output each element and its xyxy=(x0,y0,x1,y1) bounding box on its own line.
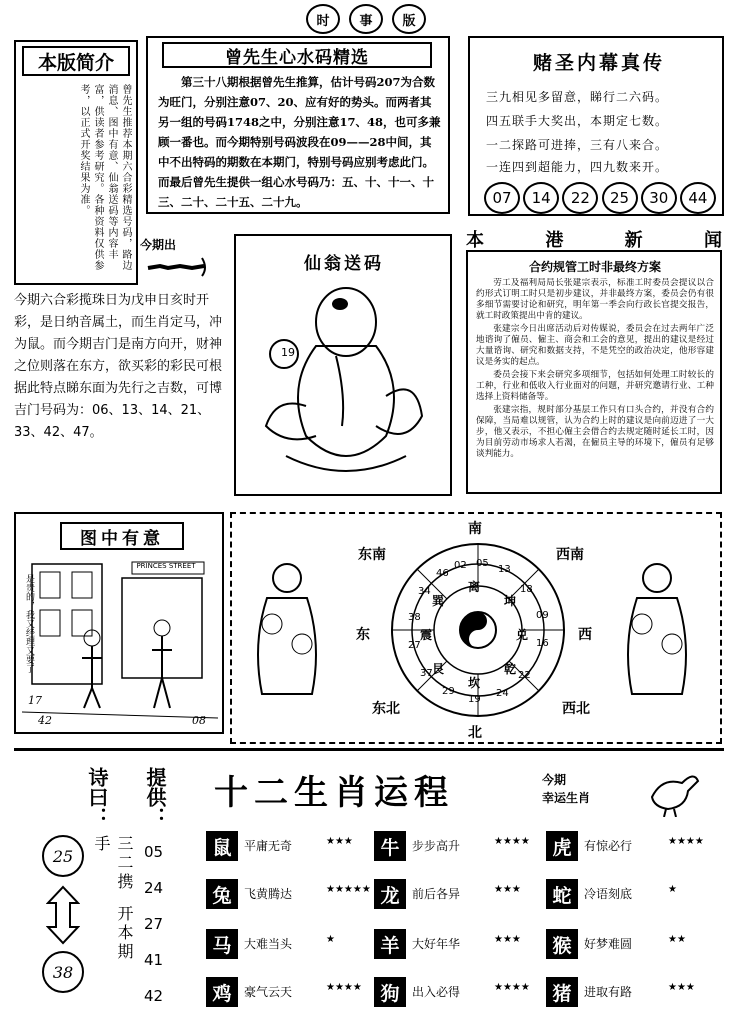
zodiac-phrase: 豪气云天 xyxy=(244,985,293,999)
compass-number: 34 xyxy=(418,586,431,597)
trigram-label: 离 xyxy=(468,580,481,594)
zodiac-stars: ★★★ xyxy=(494,884,521,895)
zodiac-phrase: 大难当头 xyxy=(244,937,293,951)
intro-box xyxy=(14,40,138,285)
zodiac-stars: ★★★ xyxy=(668,982,695,993)
number-ball: 22 xyxy=(562,182,598,214)
provide-number: 27 xyxy=(144,915,164,933)
child-figures-right-illustration xyxy=(612,554,702,714)
picture-sign: PRINCES STREET xyxy=(136,562,196,570)
header-badge: 版 xyxy=(392,4,426,34)
compass-number: 09 xyxy=(536,610,549,621)
lucky-label-line: 今期 xyxy=(542,773,567,787)
zodiac-animal: 猪 xyxy=(546,977,578,1007)
zodiac-phrase: 有惊必行 xyxy=(584,839,633,853)
zodiac-phrase: 出入必得 xyxy=(412,985,461,999)
news-heading-char: 港 xyxy=(545,230,564,251)
news-box xyxy=(466,250,722,494)
picture-number: 42 xyxy=(38,714,52,727)
provide-number: 24 xyxy=(144,879,164,897)
trigram-label: 乾 xyxy=(504,662,517,676)
direction-east: 东 xyxy=(356,627,370,643)
direction-west: 西 xyxy=(578,627,592,643)
news-title: 合约规管工时非最终方案 xyxy=(528,260,661,274)
trigram-label: 艮 xyxy=(432,662,445,676)
provide-number: 42 xyxy=(144,987,164,1005)
picture-number: 17 xyxy=(28,694,42,707)
hehao-mark-icon xyxy=(146,256,210,278)
fairy-box xyxy=(234,234,452,496)
trigram-label: 兑 xyxy=(516,628,529,642)
fairy-ball-number: 19 xyxy=(281,346,295,359)
zodiac-section xyxy=(14,748,724,1020)
news-heading-char: 本 xyxy=(466,230,484,251)
compass-number: 29 xyxy=(442,686,455,697)
compass-number: 16 xyxy=(536,638,549,649)
zodiac-phrase: 平庸无奇 xyxy=(244,839,293,853)
intro-title: 本版简介 xyxy=(22,46,130,76)
news-heading-char: 新 xyxy=(624,230,643,251)
direction-south: 南 xyxy=(468,521,482,537)
compass-number: 13 xyxy=(498,564,511,575)
zodiac-stars: ★★★★★ xyxy=(326,884,371,895)
compass-number: 24 xyxy=(496,688,509,699)
zodiac-animal: 蛇 xyxy=(546,879,578,909)
fairy-elder-illustration xyxy=(246,276,442,490)
compass-number: 02 xyxy=(454,560,467,571)
zodiac-animal: 羊 xyxy=(374,929,406,959)
fairy-title: 仙翁送码 xyxy=(304,253,384,274)
zodiac-stars: ★★ xyxy=(668,934,686,945)
header-badge: 事 xyxy=(349,4,383,34)
zeng-box xyxy=(146,36,450,214)
secret-title: 赌圣内幕真传 xyxy=(532,51,665,74)
picture-number: 08 xyxy=(192,714,206,727)
zodiac-animal: 鸡 xyxy=(206,977,238,1007)
number-ball: 25 xyxy=(602,182,638,214)
secret-line: 一二探路可进捧，三有八来合。 xyxy=(486,138,669,152)
child-figures-left-illustration xyxy=(242,554,332,714)
lottery-forecast-text: 今期六合彩揽珠日为戊申日亥时开彩，是日纳音属土，而生肖定马，冲为鼠。而今期吉门是南方向开，财神之位则落在东方，欲买彩的彩民可根据此特点睇东面为先行之吉数，可博吉门号码为：06、13、14、21、33、42、47。 xyxy=(14,293,223,440)
zodiac-stars: ★ xyxy=(668,884,677,895)
provide-label: 提供： xyxy=(143,767,167,827)
compass-number: 18 xyxy=(520,584,533,595)
number-ball: 44 xyxy=(680,182,716,214)
zodiac-phrase: 飞黄腾达 xyxy=(244,887,293,901)
picture-note: 是贵的，我又经理又要了 xyxy=(24,574,34,673)
hehao-box xyxy=(140,232,220,288)
zodiac-stars: ★★★★ xyxy=(494,982,530,993)
news-heading-char: 闻 xyxy=(703,230,722,251)
header-badges xyxy=(306,4,426,32)
fortune-title: 十二生肖运程 xyxy=(214,773,454,813)
trigram-label: 坤 xyxy=(504,594,517,608)
zodiac-animal: 猴 xyxy=(546,929,578,959)
compass-box xyxy=(230,512,722,744)
zodiac-animal: 牛 xyxy=(374,831,406,861)
zodiac-stars: ★★★ xyxy=(326,836,353,847)
zodiac-phrase: 好梦难圆 xyxy=(584,937,633,951)
zodiac-stars: ★★★★ xyxy=(494,836,530,847)
provide-number: 41 xyxy=(144,951,164,969)
number-ball: 30 xyxy=(641,182,677,214)
secret-numbers xyxy=(484,182,716,212)
compass-number: 37 xyxy=(420,668,433,679)
secret-box xyxy=(468,36,724,216)
poem-line: 三二携手 xyxy=(92,835,134,892)
zodiac-stars: ★★★ xyxy=(494,934,521,945)
circle-number-top: 25 xyxy=(42,835,84,877)
circle-number-bottom: 38 xyxy=(42,951,84,993)
rooster-icon xyxy=(642,767,702,817)
direction-northwest: 西北 xyxy=(562,701,590,717)
double-arrow-icon xyxy=(46,885,80,945)
secret-line: 三九相见多留意，睇行二六码。 xyxy=(486,90,669,104)
header-badge: 时 xyxy=(306,4,340,34)
picture-title: 图中有意 xyxy=(60,522,184,550)
lucky-label xyxy=(542,771,622,811)
compass-number: 38 xyxy=(408,612,421,623)
zeng-title: 曾先生心水码精选 xyxy=(162,42,432,68)
compass-number: 22 xyxy=(518,670,531,681)
hehao-label: 今期出 xyxy=(140,238,177,252)
news-paragraph: 张建宗今日出席活动后对传媒说，委员会在过去两年广泛地谘询了僱员、僱主、商会和工会的意见，提出的建议是经过大量谘询、研究和数据支持，不是凭空的政治决定，他形容建议是务实的起点。 xyxy=(476,324,714,367)
number-ball: 14 xyxy=(523,182,559,214)
direction-north: 北 xyxy=(468,725,482,741)
compass-number: 19 xyxy=(468,694,481,705)
trigram-label: 震 xyxy=(420,628,433,642)
zodiac-phrase: 大好年华 xyxy=(412,937,461,951)
street-scene-illustration xyxy=(22,558,218,728)
compass-number: 27 xyxy=(408,640,421,651)
trigram-label: 巽 xyxy=(432,594,445,608)
news-paragraph: 委员会接下来会研究多项细节，包括如何处理工时较长的工种，行业和低收入行业面对的问题，并研究邀请行业、工种选择上资料储备等。 xyxy=(476,370,714,402)
news-heading xyxy=(460,226,728,250)
picture-box xyxy=(14,512,224,734)
poem-label: 诗曰： xyxy=(85,767,109,827)
zodiac-animal: 虎 xyxy=(546,831,578,861)
number-ball: 07 xyxy=(484,182,520,214)
zodiac-phrase: 步步高升 xyxy=(412,839,461,853)
provide-number: 05 xyxy=(144,843,164,861)
zodiac-stars: ★★★★ xyxy=(668,836,704,847)
zodiac-animal: 狗 xyxy=(374,977,406,1007)
zodiac-animal: 龙 xyxy=(374,879,406,909)
direction-southeast: 东南 xyxy=(358,547,386,563)
zodiac-stars: ★ xyxy=(326,934,335,945)
zodiac-phrase: 冷语刻底 xyxy=(584,887,633,901)
secret-line: 一连四到超能力，四九数来开。 xyxy=(486,160,669,174)
direction-northeast: 东北 xyxy=(372,701,400,717)
zodiac-phrase: 前后各异 xyxy=(412,887,461,901)
poem-line: 开本期 xyxy=(115,905,134,962)
trigram-label: 坎 xyxy=(468,676,481,690)
news-paragraph: 劳工及福利局局长张建宗表示，标准工时委员会提议以合约形式订明工时只是初步建议，并非最终方案，委员会仍有很多细节需要讨论和研究，明年第一季会向行政长官提交报告，就工时政策提出中肯的建议。 xyxy=(476,278,714,321)
zodiac-animal: 马 xyxy=(206,929,238,959)
intro-text: 曾先生推荐本期六合彩精选号码，路边消息、图中有意、仙翁送码等内容丰富，供读者参考研究。各种资料仅供参考，以正式开奖结果为准。 xyxy=(78,84,131,271)
news-paragraph: 张建宗指，规时部分基层工作只有口头合约，并没有合约保障，当局难以规管，认为合约上时的建议是向前迈进了一大步，他又表示，不担心僱主会借合约去规定随时延长工时，因为目前劳动市场求人若渴，在僱员主导的环境下，僱员有足够谈判能力。 xyxy=(476,405,714,459)
zodiac-stars: ★★★★ xyxy=(326,982,362,993)
secret-line: 四五联手大奖出，本期定七数。 xyxy=(486,114,669,128)
compass-number: 05 xyxy=(476,558,489,569)
zodiac-animal: 鼠 xyxy=(206,831,238,861)
zodiac-animal: 兔 xyxy=(206,879,238,909)
zeng-text: 第三十八期根据曾先生推算，估计号码207为合数为旺门，分别注意07、20、应有好的势头。而两者其另一组的号码1748之中，分别注意17、48，也可多兼顾一番也。而今期特别号码波段在09——28中间，其中不出特码的期数在本期门，特别号码应别考虑此门。而最后曾先生提供一组心水号码乃：五、十、十一、十三、二十、二十五、二十九。 xyxy=(158,75,441,209)
lucky-label-line: 幸运生肖 xyxy=(542,791,591,805)
compass-number: 46 xyxy=(436,568,449,579)
news-body xyxy=(476,278,714,490)
direction-southwest: 西南 xyxy=(556,547,584,563)
zodiac-phrase: 进取有路 xyxy=(584,985,633,999)
